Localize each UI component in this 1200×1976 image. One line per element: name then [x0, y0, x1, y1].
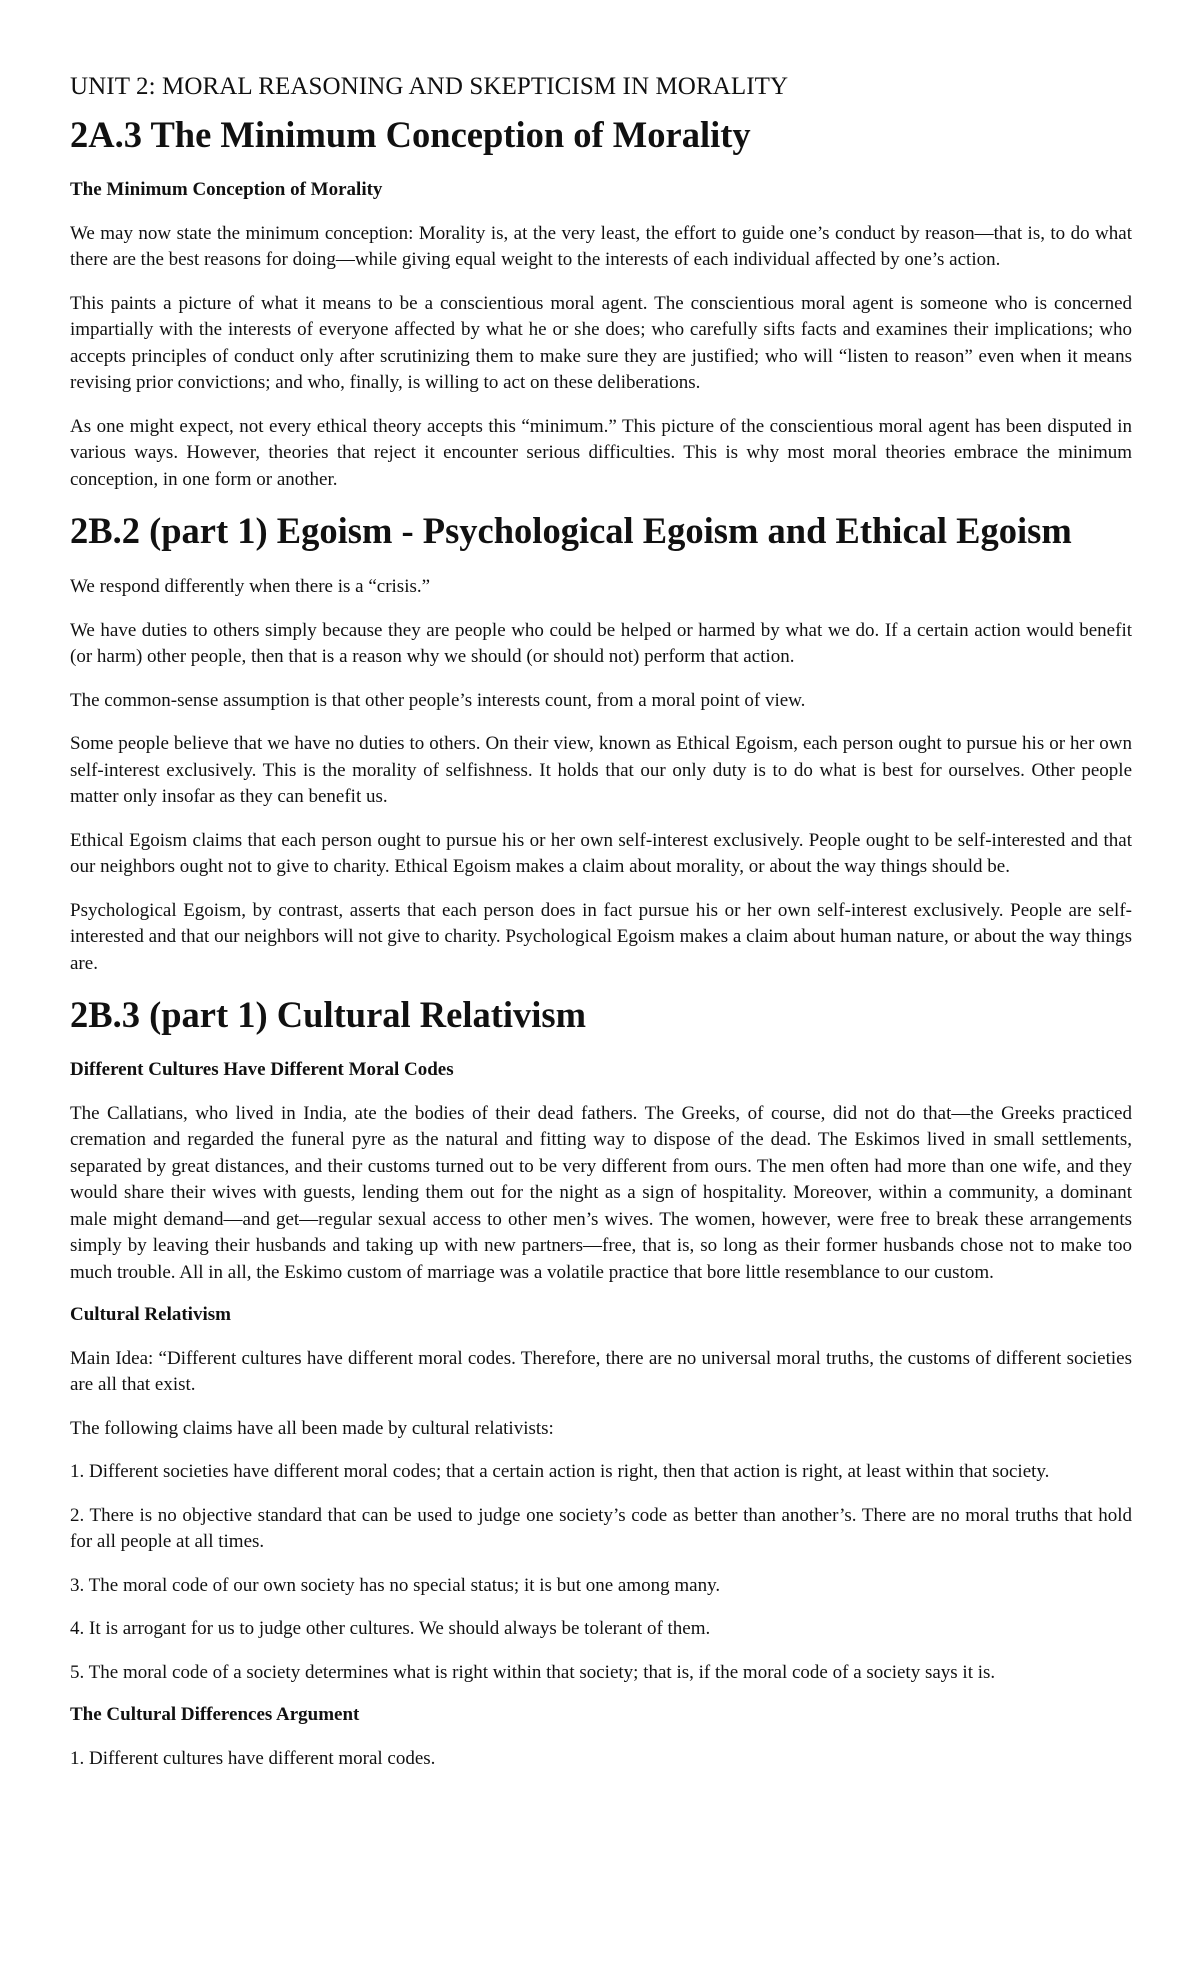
paragraph: This paints a picture of what it means to be a conscientious moral agent. The conscientious moral agent is someone who is concerned impartially with the interests of everyone affected by what he or she does; who carefully sifts facts and examines their implications; who accepts principles of conduct only after scrutinizing them to make sure they are justified; who will “listen to reason” even when it means revising prior convictions; and who, finally, is willing to act on these deliberations. — [70, 292, 1132, 394]
list-item: 5. The moral code of a society determines what is right within that society; that is, if the moral code of a society says it is. — [70, 1661, 996, 1683]
paragraph: Main Idea: “Different cultures have different moral codes. Therefore, there are no universal moral truths, the customs of different societies are all that exist. — [70, 1347, 1132, 1396]
paragraph: We may now state the minimum conception: Morality is, at the very least, the effort to guide one’s conduct by reason—that is, to do what there are the best reasons for doing—while giving equal weight to the interests of each individual affected by one’s action. — [70, 222, 1132, 271]
list-item: 3. The moral code of our own society has no special status; it is but one among many. — [70, 1574, 721, 1596]
paragraph: The Callatians, who lived in India, ate the bodies of their dead fathers. The Greeks, of course, did not do that—the Greeks practiced cremation and regarded the funeral pyre as the natural and fitting way to dispose of the dead. The Eskimos lived in small settlements, separated by great distances, and their customs turned out to be very different from ours. The men often had more than one wife, and they would share their wives with guests, lending them out for the night as a sign of hospitality. Moreover, within a community, a dominant male might demand—and get—regular sexual access to other men’s wives. The women, however, were free to break these arrangements simply by leaving their husbands and taking up with new partners—free, that is, so long as their former husbands chose not to make too much trouble. All in all, the Eskimo custom of marriage was a volatile practice that bore little resemblance to our custom. — [70, 1102, 1132, 1283]
list-item: 4. It is arrogant for us to judge other cultures. We should always be tolerant of them. — [70, 1618, 711, 1640]
paragraph: We have duties to others simply because they are people who could be helped or harmed by what we do. If a certain action would benefit (or harm) other people, then that is a reason why we should (or should not) perform that action. — [70, 619, 1132, 668]
unit-title: UNIT 2: MORAL REASONING AND SKEPTICISM IN MORALITY — [70, 73, 789, 100]
list-item: 1. Different societies have different moral codes; that a certain action is right, then that action is right, at least within that society. — [70, 1461, 1050, 1483]
paragraph: The common-sense assumption is that other people’s interests count, from a moral point of view. — [70, 689, 806, 711]
paragraph: Some people believe that we have no duties to others. On their view, known as Ethical Egoism, each person ought to pursue his or her own self-interest exclusively. This is the morality of selfishness. It holds that our only duty is to do what is best for ourselves. Other people matter only insofar as they can benefit us. — [70, 733, 1132, 808]
paragraph: The following claims have all been made by cultural relativists: — [70, 1417, 554, 1439]
list-item: 2. There is no objective standard that can be used to judge one society’s code as better than another’s. There are no moral truths that hold for all people at all times. — [70, 1504, 1132, 1553]
paragraph: As one might expect, not every ethical theory accepts this “minimum.” This picture of the conscientious moral agent has been disputed in various ways. However, theories that reject it encounter serious difficulties. This is why most moral theories embrace the minimum conception, in one form or another. — [70, 415, 1132, 490]
section-heading: 2A.3 The Minimum Conception of Morality — [70, 114, 751, 155]
paragraph: Ethical Egoism claims that each person ought to pursue his or her own self-interest exclusively. People ought to be self-interested and that our neighbors ought not to give to charity. Ethical Egoism makes a claim about morality, or about the way things should be. — [70, 829, 1132, 878]
section-subheading: Cultural Relativism — [70, 1304, 231, 1326]
section-subheading: The Minimum Conception of Morality — [70, 178, 383, 200]
section-subheading: The Cultural Differences Argument — [70, 1704, 360, 1726]
paragraph: We respond differently when there is a “crisis.” — [70, 576, 431, 598]
section-heading: 2B.3 (part 1) Cultural Relativism — [70, 994, 587, 1036]
section-heading: 2B.2 (part 1) Egoism - Psychological Egoism and Ethical Egoism — [70, 510, 1072, 552]
paragraph: Psychological Egoism, by contrast, asserts that each person does in fact pursue his or her own self-interest exclusively. People are self-interested and that our neighbors will not give to charity. Psychological Egoism makes a claim about human nature, or about the way things are. — [70, 899, 1132, 974]
list-item: 1. Different cultures have different moral codes. — [70, 1748, 436, 1770]
section-subheading: Different Cultures Have Different Moral Codes — [70, 1059, 454, 1081]
